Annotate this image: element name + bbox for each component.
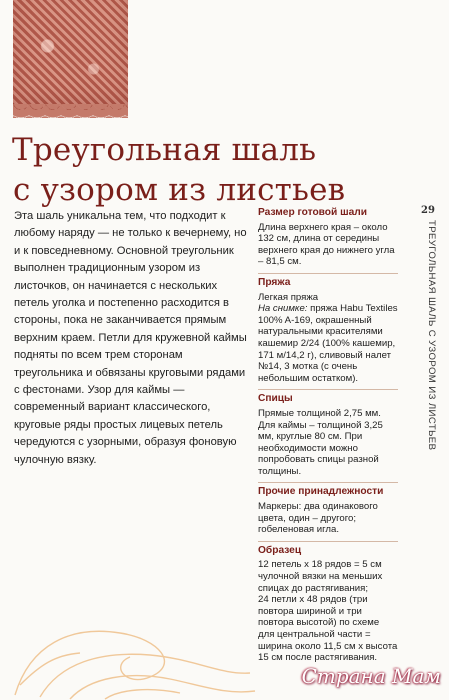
yarn-details: пряжа Habu Textiles 100% A-169, окрашенный натуральными красителями кашемир 2/24 (100% кашемир, 171 м/14,2 г), сливовый налет №14, 3 мотка (с очень небольшим остатком). xyxy=(258,303,398,384)
article-title xyxy=(12,130,345,210)
running-head: ТРЕУГОЛЬНАЯ ШАЛЬ С УЗОРОМ ИЗ ЛИСТЬЕВ xyxy=(426,220,437,451)
specs-column xyxy=(258,207,398,669)
size-text: Длина верхнего края – около 132 см, длина от середины верхнего края до нижнего угла – 81,5 см. xyxy=(258,221,395,268)
title-line-2: с узором из листьев xyxy=(13,172,346,208)
needles-heading: Спицы xyxy=(258,389,398,405)
yarn-photo-label: На снимке: xyxy=(258,303,308,315)
shawl-lace-photo xyxy=(13,0,128,115)
size-heading: Размер готовой шали xyxy=(258,207,368,218)
gauge-pattern: 24 петли х 48 рядов (три повтора шириной и три повтора высотой) по схеме для центральной части = ширина около 11,5 см х высота 15 см после растягивания. xyxy=(258,594,398,664)
watermark-logo: Страна Мам xyxy=(301,664,441,688)
page-number: 29 xyxy=(421,205,435,216)
gauge-heading: Образец xyxy=(258,541,398,557)
gauge-stockinette: 12 петель х 18 рядов = 5 см чулочной вязки на меньших спицах до растягивания; xyxy=(258,559,383,594)
yarn-weight: Легкая пряжа xyxy=(258,291,319,303)
gauge-text xyxy=(258,559,398,663)
swirl-ornament-icon xyxy=(10,615,260,700)
title-line-1: Треугольная шаль xyxy=(12,132,317,168)
yarn-heading: Пряжа xyxy=(258,273,398,289)
shawl-lace-edge xyxy=(13,104,128,118)
needles-text: Прямые толщиной 2,75 мм. Для каймы – толщиной 3,25 мм, круглые 80 см. При необходимости можно попробовать спицы разной толщины. xyxy=(258,407,383,477)
notions-heading: Прочие принадлежности xyxy=(258,482,398,498)
notions-text: Маркеры: два одинакового цвета, один – другого; гобеленовая игла. xyxy=(258,501,378,536)
yarn-text xyxy=(258,292,398,385)
intro-paragraph: Эта шаль уникальна тем, что подходит к любому наряду — не только к вечернему, но и к повседневному. Основной треугольник выполнен традиционным узором из листочков, он начинается с нескольких петель уголка и постепенно расходится в стороны, пока не заканчивается прямым верхним краем. Петли для кружевной каймы подняты по всем трем сторонам треугольника и обвязаны круговыми рядами с фестонами. Узор для каймы — современный вариант классического, круговые ряды простых лицевых петель чередуются с узорными, образуя фоновую чулочную вязку. xyxy=(14,210,247,466)
